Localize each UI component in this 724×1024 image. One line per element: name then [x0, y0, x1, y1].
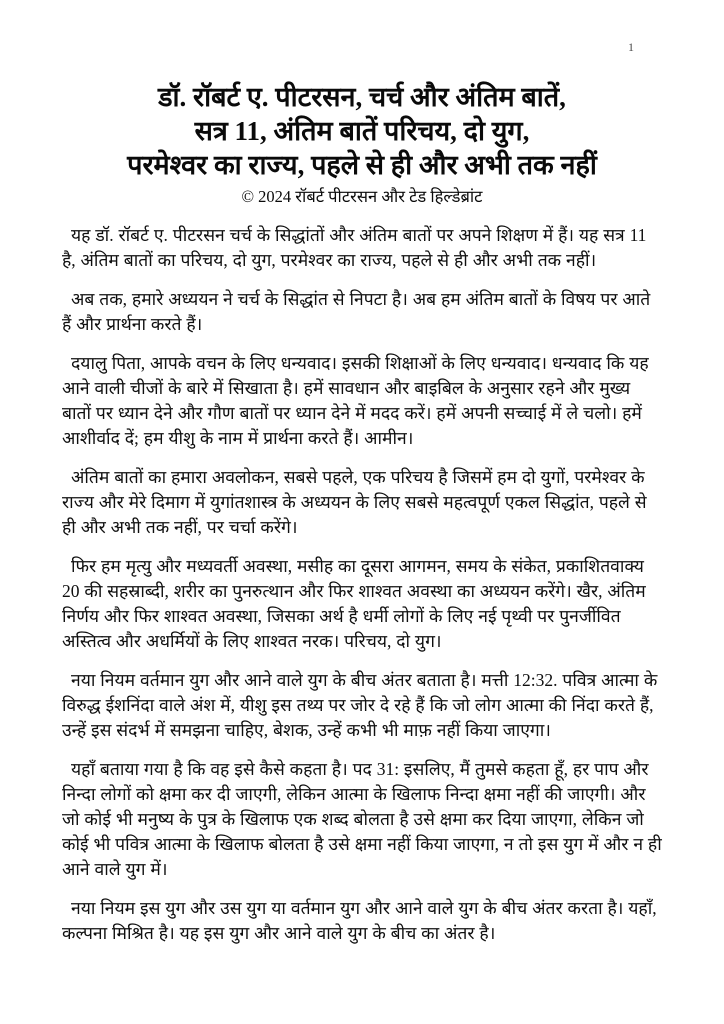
page-number: 1 [628, 40, 635, 54]
paragraph-5: फिर हम मृत्यु और मध्यवर्ती अवस्था, मसीह का दूसरा आगमन, समय के संकेत, प्रकाशितवाक्य 20 की सहस्राब्दी, शरीर का पुनरुत्थान और फिर शाश्वत अवस्था का अध्ययन करेंगे। खैर, अंतिम निर्णय और फिर शाश्वत अवस्था, जिसका अर्थ है धर्मी लोगों के लिए नई पृथ्वी पर पुनर्जीवित अस्तित्व और अधर्मियों के लिए शाश्वत नरक। परिचय, दो युग। [62, 555, 646, 651]
title-line-3: परमेश्वर का राज्य, पहले से ही और अभी तक नहीं [127, 150, 597, 181]
title-line-2: सत्र 11, अंतिम बातें परिचय, दो युग, [194, 116, 530, 147]
document-title [62, 80, 662, 182]
title-line-1: डॉ. रॉबर्ट ए. पीटरसन, चर्च और अंतिम बातें, [158, 82, 566, 112]
paragraph-3: दयालु पिता, आपके वचन के लिए धन्यवाद। इसकी शिक्षाओं के लिए धन्यवाद। धन्यवाद कि यह आने वाली चीजों के बारे में सिखाता है। हमें सावधान और बाइबिल के अनुसार रहने और मुख्य बातों पर ध्यान देने और गौण बातों पर ध्यान देने में मदद करें। हमें अपनी सच्चाई में ले चलो। हमें आशीर्वाद दें; हम यीशु के नाम में प्रार्थना करते हैं। आमीन। [62, 352, 649, 448]
paragraph-2: अब तक, हमारे अध्ययन ने चर्च के सिद्धांत से निपटा है। अब हम अंतिम बातों के विषय पर आते हैं और प्रार्थना करते हैं। [62, 288, 651, 334]
paragraph-1: यह डॉ. रॉबर्ट ए. पीटरसन चर्च के सिद्धांतों और अंतिम बातों पर अपने शिक्षण में हैं। यह सत्र 11 है, अंतिम बातों का परिचय, दो युग, परमेश्वर का राज्य, पहले से ही और अभी तक नहीं। [62, 224, 647, 270]
document-body [62, 223, 662, 946]
paragraph-6: नया नियम वर्तमान युग और आने वाले युग के बीच अंतर बताता है। मत्ती 12:32. पवित्र आत्मा के विरुद्ध ईशनिंदा वाले अंश में, यीशु इस तथ्य पर जोर दे रहे हैं कि जो लोग आत्मा की निंदा करते हैं, उन्हें इस संदर्भ में समझना चाहिए, बेशक, उन्हें कभी भी माफ़ नहीं किया जाएगा। [62, 669, 658, 740]
paragraph-4: अंतिम बातों का हमारा अवलोकन, सबसे पहले, एक परिचय है जिसमें हम दो युगों, परमेश्वर के राज्य और मेरे दिमाग में युगांतशास्त्र के अध्ययन के लिए सबसे महत्वपूर्ण एकल सिद्धांत, पहले से ही और अभी तक नहीं, पर चर्चा करेंगे। [62, 466, 647, 537]
copyright-line: © 2024 रॉबर्ट पीटरसन और टेड हिल्डेब्रांट [241, 187, 483, 207]
paragraph-8: नया नियम इस युग और उस युग या वर्तमान युग और आने वाले युग के बीच अंतर करता है। यहाँ, कल्पना मिश्रित है। यह इस युग और आने वाले युग के बीच का अंतर है। [62, 897, 657, 943]
paragraph-7: यहाँ बताया गया है कि वह इसे कैसे कहता है। पद 31: इसलिए, मैं तुमसे कहता हूँ, हर पाप और निन्दा लोगों को क्षमा कर दी जाएगी, लेकिन आत्मा के खिलाफ निन्दा क्षमा नहीं की जाएगी। और जो कोई भी मनुष्य के पुत्र के खिलाफ एक शब्द बोलता है उसे क्षमा कर दिया जाएगा, लेकिन जो कोई भी पवित्र आत्मा के खिलाफ बोलता है उसे क्षमा नहीं किया जाएगा, न तो इस युग में और न ही आने वाले युग में। [62, 758, 662, 879]
